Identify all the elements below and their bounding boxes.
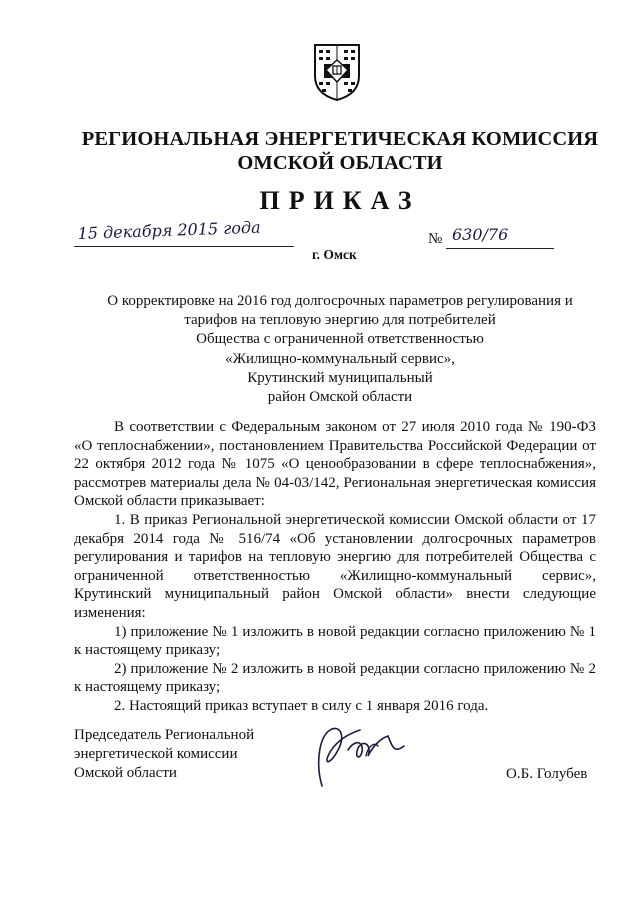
item-1-paragraph: 1. В приказ Региональной энергетической комиссии Омской области от 17 декабря 2014 года № 516/74 «Об установлении долгосрочных параметров регулирования и тарифов на тепловую энергию для потребителей Общества с ограниченной ответственностью «Жилищно-коммунальный сервис», Крутинский муниципальный район Омской области» внести следующие изменения: [74,511,596,621]
organization-title-line2: ОМСКОЙ ОБЛАСТИ [237,152,443,174]
document-subject [80,292,600,407]
signer-title-line1: Председатель Региональной [74,727,255,743]
item-1-1-paragraph: 1) приложение № 1 изложить в новой редакции согласно приложению № 1 к настоящему приказу; [74,623,596,659]
subject-line: «Жилищно-коммунальный сервис», [225,350,455,367]
number-label: № [428,231,443,247]
document-body [74,418,596,716]
handwritten-number: 630/76 [452,225,509,244]
handwritten-signature [308,716,418,794]
item-1-2-paragraph: 2) приложение № 2 изложить в новой редакции согласно приложению № 2 к настоящему приказу; [74,660,596,696]
signer-title-line2: энергетической комиссии [74,746,238,762]
subject-line: Общества с ограниченной ответственностью [196,331,484,348]
coat-of-arms-icon [312,42,362,102]
handwritten-date: 15 декабря 2015 года [77,217,261,243]
organization-title [60,127,620,175]
subject-line: Крутинский муниципальный [247,369,433,386]
city-label: г. Омск [312,247,357,262]
signer-name: О.Б. Голубев [506,766,588,782]
signer-title-line3: Омской области [74,765,177,781]
preamble-paragraph: В соответствии с Федеральным законом от 27 июля 2010 года № 190-ФЗ «О теплоснабжении», постановлением Правительства Российской Федерации от 22 октября 2012 года № 1075 «О ценообразовании в сфере теплоснабжения», рассмотрев материалы дела № 04-03/142, Региональная энергетическая комиссия Омской области приказывает: [74,419,596,510]
item-2-paragraph: 2. Настоящий приказ вступает в силу с 1 января 2016 года. [114,697,489,714]
subject-line: О корректировке на 2016 год долгосрочных параметров регулирования и [107,293,573,309]
organization-title-line1: РЕГИОНАЛЬНАЯ ЭНЕРГЕТИЧЕСКАЯ КОМИССИЯ [81,128,599,150]
document-type-heading: ПРИКАЗ [259,186,421,215]
signer-title [74,726,314,783]
subject-line: район Омской области [267,389,413,406]
subject-line: тарифов на тепловую энергию для потребителей [184,312,496,329]
